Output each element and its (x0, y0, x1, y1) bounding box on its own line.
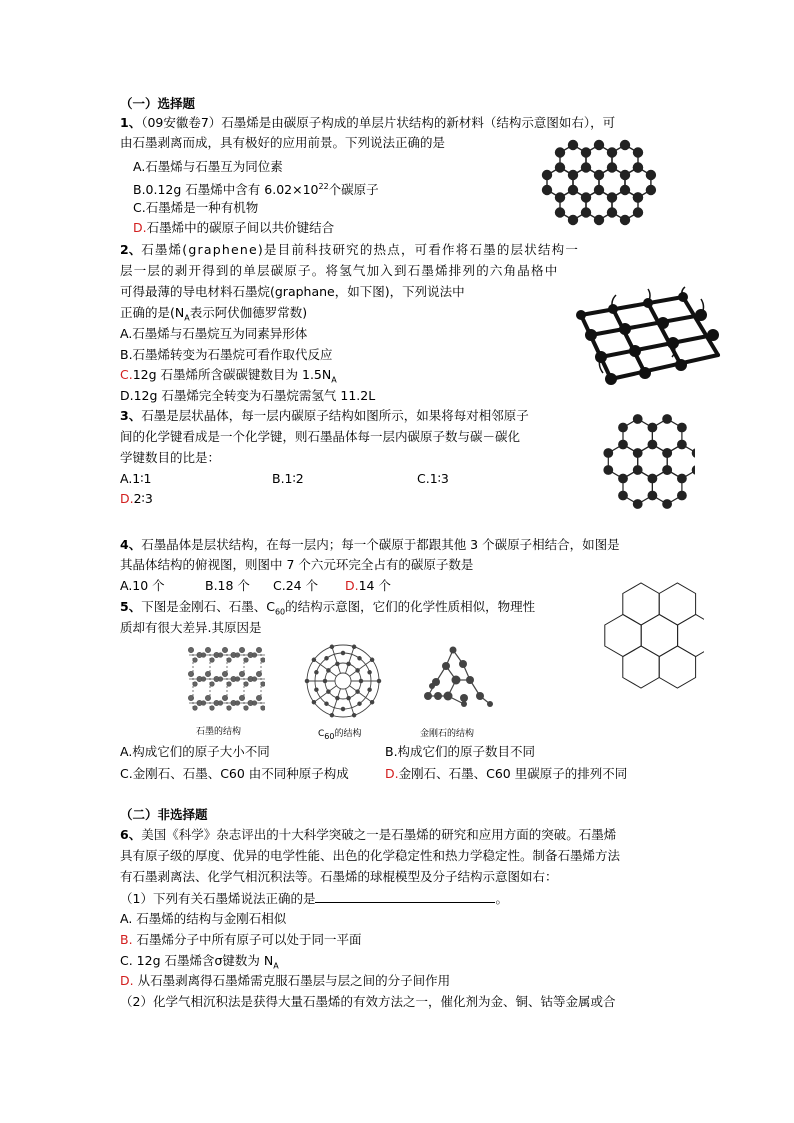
graphane-figure (573, 285, 723, 393)
q6-stem-line3: 有石墨剥离法、化学气相沉积法等。石墨烯的球棍模型及分子结构示意图如右： (120, 869, 558, 884)
q4-option-b: B.18 个 (205, 578, 250, 593)
q3-stem-line3: 学键数目的比是： (120, 450, 221, 465)
q4-option-a: A.10 个 (120, 578, 165, 593)
q1-stem-line1: 1、（09安徽卷7）石墨烯是由碳原子构成的单层片状结构的新材料（结构示意图如右），可 (120, 115, 616, 130)
q3-option-b: B.1∶2 (272, 471, 304, 486)
q3-stem-line1: 3、石墨是层状晶体，每一层内碳原子结构如图所示，如果将每对相邻原子 (120, 408, 529, 423)
q3-option-d: D.2∶3 (120, 491, 153, 506)
q6-option-d: D. 从石墨剥离得石墨烯需克服石墨层与层之间的分子间作用 (120, 973, 451, 988)
q5-option-a: A.构成它们的原子大小不同 (120, 744, 270, 759)
q6-part2: （2）化学气相沉积法是获得大量石墨烯的有效方法之一，催化剂为金、铜、钴等金属或合 (120, 994, 616, 1009)
q2-stem-line2: 层一层的剥开得到的单层碳原子。将氢气加入到石墨烯排列的六角晶格中 (120, 263, 559, 278)
q6-stem-line2: 具有原子级的厚度、优异的电学性能、出色的化学稳定性和热力学稳定性。制备石墨烯方法 (120, 848, 621, 863)
q6-part1: （1）下列有关石墨烯说法正确的是 。 (120, 891, 508, 906)
graphene-figure (530, 138, 670, 238)
q5-option-b: B.构成它们的原子数目不同 (385, 744, 536, 759)
c60-figure (302, 640, 384, 722)
q6-option-c: C. 12g 石墨烯含σ键数为 $N_A$ (120, 953, 279, 971)
caption-c60: $C_{60}$的结构 (318, 729, 362, 741)
q2-option-c: C.12g 石墨烯所含碳碳键数目为 $1.5N_A$ (120, 367, 337, 385)
caption-diamond: 金刚石的结构 (420, 729, 475, 739)
q4-option-d: D.14 个 (345, 578, 391, 593)
answer-blank[interactable] (315, 889, 495, 903)
q1-option-b: B.0.12g 石墨烯中含有 $6.02\times 10^{22}$个碳原子 (133, 182, 379, 198)
q1-stem-line2: 由石墨剥离而成，具有极好的应用前景。下列说法正确的是 (120, 135, 446, 150)
q2-option-d: D.12g 石墨烯完全转变为石墨烷需氢气 11.2L (120, 388, 376, 403)
q3-stem-line2: 间的化学键看成是一个化学键，则石墨晶体每一层内碳原子数与碳－碳化 (120, 429, 521, 444)
q2-option-a: A.石墨烯与石墨烷互为同素异形体 (120, 326, 308, 341)
q3-option-a: A.1∶1 (120, 471, 152, 486)
graphite-layer-figure (585, 410, 695, 525)
q2-stem-line4: 正确的是($N_A$表示阿伏伽德罗常数) (120, 305, 308, 323)
q4-option-c: C.24 个 (273, 578, 319, 593)
q1-option-d: D.石墨烯中的碳原子间以共价键结合 (133, 220, 335, 235)
graphite-structure-figure (185, 640, 265, 720)
q2-stem-line3: 可得最薄的导电材料石墨烷(graphane，如下图)，下列说法中 (120, 284, 465, 299)
q6-option-b: B. 石墨烯分子中所有原子可以处于同一平面 (120, 932, 362, 947)
seven-hexagon-figure (578, 580, 704, 692)
q5-stem-line2: 质却有很大差异.其原因是 (120, 620, 262, 635)
q1-option-a: A.石墨烯与石墨互为同位素 (133, 159, 283, 174)
q1-option-c: C.石墨烯是一种有机物 (133, 200, 259, 215)
q4-stem-line2: 其晶体结构的俯视图，则图中 7 个六元环完全占有的碳原子数是 (120, 557, 474, 572)
diamond-figure (418, 638, 498, 723)
q4-stem-line1: 4、石墨晶体是层状结构，在每一层内；每一个碳原于都跟其他 3 个碳原子相结合，如图是 (120, 537, 620, 552)
q5-option-c: C.金刚石、石墨、C60 由不同种原子构成 (120, 766, 349, 781)
q6-option-a: A. 石墨烯的结构与金刚石相似 (120, 911, 287, 926)
section-title-non-choice: （二）非选择题 (120, 807, 208, 822)
q2-stem-line1: 2、石墨烯(graphene)是目前科技研究的热点，可看作将石墨的层状结构一 (120, 242, 580, 257)
caption-graphite: 石墨的结构 (196, 727, 242, 737)
q3-option-c: C.1∶3 (417, 471, 449, 486)
q6-stem-line1: 6、美国《科学》杂志评出的十大科学突破之一是石墨烯的研究和应用方面的突破。石墨烯 (120, 827, 617, 842)
q2-option-b: B.石墨烯转变为石墨烷可看作取代反应 (120, 347, 333, 362)
q5-option-d: D.金刚石、石墨、C60 里碳原子的排列不同 (385, 766, 628, 781)
q5-stem-line1: 5、下图是金刚石、石墨、$C_{60}$的结构示意图，它们的化学性质相似，物理性 (120, 599, 536, 617)
section-title-choice: （一）选择题 (120, 96, 196, 111)
